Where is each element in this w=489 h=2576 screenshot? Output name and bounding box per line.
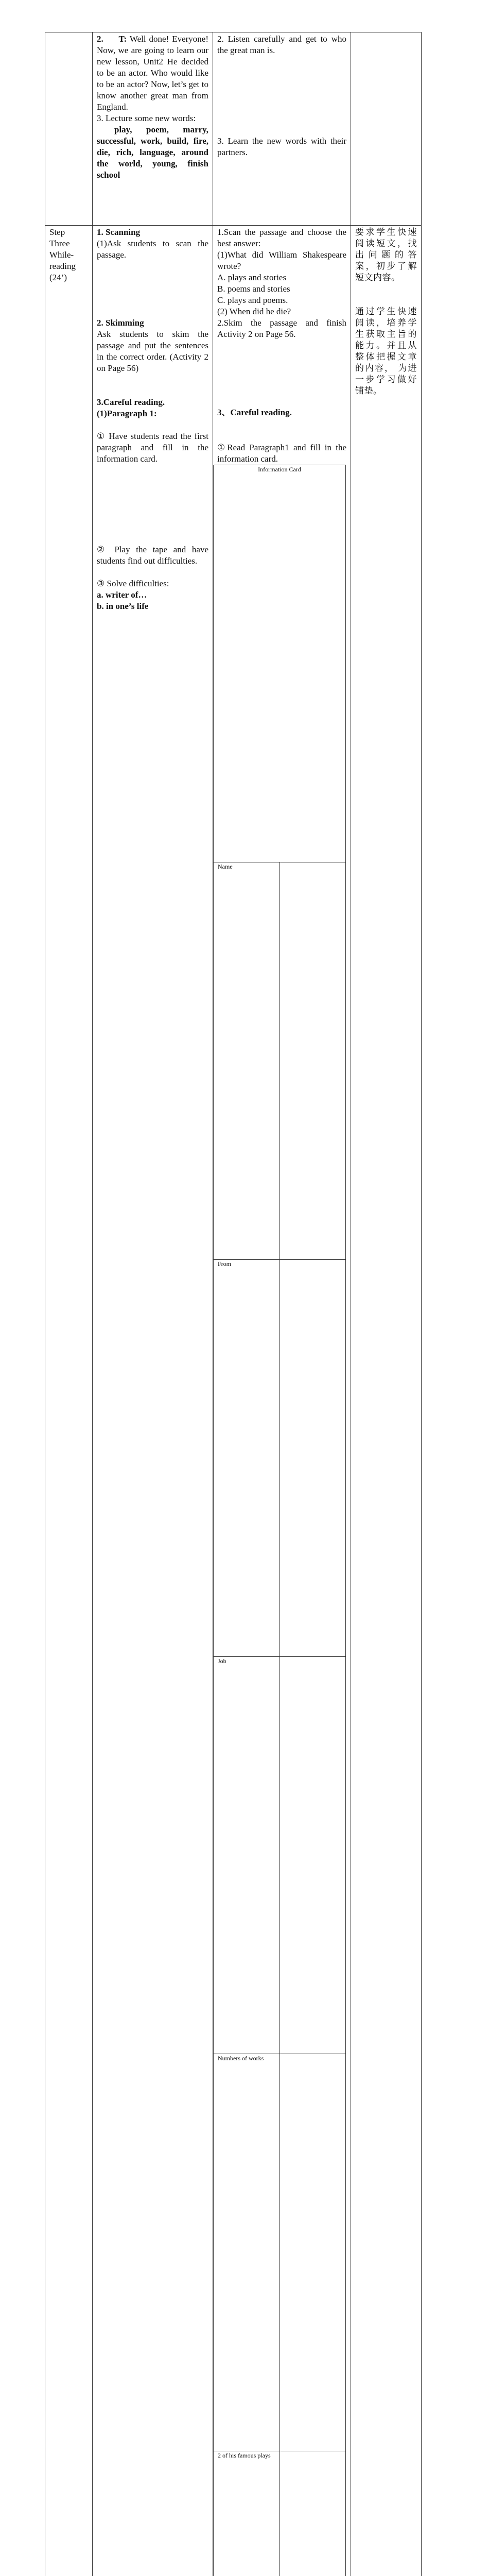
teacher-step-2: 2. T: Well done! Everyone! Now, we are going to learn our new lesson, Unit2 He decided to be an actor. Who would like to be an actor? Now, let’s get to know another great man from England. (97, 33, 208, 113)
student-activity-cell (213, 226, 351, 2576)
new-words-list: play, poem, marry, successful, work, build, fire, die, rich, language, around the world, young, finish school (97, 124, 208, 181)
careful-reading-title: 3、Careful reading. (217, 407, 346, 418)
difficulty-b: b. in one’s life (97, 601, 208, 612)
option-c: C. plays and poems. (217, 295, 346, 306)
question-2: (2) When did he die? (217, 306, 346, 317)
read-task: ①Read Paragraph1 and fill in the information card. (217, 442, 346, 465)
option-b: B. poems and stories (217, 283, 346, 295)
purpose-scanning: 要求学生快速阅读短文，找出问题的答案，初步了解短文内容。 (355, 227, 417, 283)
purpose-skimming: 通过学生快速阅读，培养学生获取主旨的能力。并且从整体把握文章的内容， 为进一步学习做好铺垫。 (355, 306, 417, 397)
card-label-works: Numbers of works (214, 2054, 280, 2451)
card-label-plays: 2 of his famous plays (214, 2451, 280, 2576)
scanning-text: (1)Ask students to scan the passage. (97, 238, 208, 261)
card-label-name: Name (214, 862, 280, 1260)
scan-task: 1.Scan the passage and choose the best answer: (217, 227, 346, 249)
card-value-cell (280, 1657, 346, 2054)
purpose-cell (351, 32, 422, 226)
teacher-activity-cell (93, 226, 213, 2576)
card-value-cell (280, 862, 346, 1260)
card-value-cell (280, 2451, 346, 2576)
teacher-step-3: 3. Lecture some new words: (97, 113, 208, 124)
card-value-cell (280, 1260, 346, 1657)
card-label-from: From (214, 1260, 280, 1657)
card-label-job: Job (214, 1657, 280, 2054)
careful-reading-title: 3.Careful reading. (97, 397, 208, 408)
student-step-2: 2. Listen carefully and get to who the great man is. (217, 33, 346, 56)
student-step-3: 3. Learn the new words with their partners. (217, 135, 346, 158)
scanning-title: 1. Scanning (97, 227, 208, 238)
skimming-text: Ask students to skim the passage and put the sentences in the correct order. (Activity 2 on Page 56) (97, 329, 208, 374)
teacher-task-1: ① Have students read the first paragraph and fill in the information card. (97, 431, 208, 465)
skimming-title: 2. Skimming (97, 317, 208, 329)
card-value-cell (280, 2054, 346, 2451)
information-card-title: Information Card (214, 465, 346, 862)
student-activity-cell (213, 32, 351, 226)
step-cell (45, 32, 93, 226)
question-1: (1)What did William Shakespeare wrote? (217, 249, 346, 272)
paragraph-title: (1)Paragraph 1: (97, 408, 208, 419)
teacher-task-3: ③ Solve difficulties: (97, 578, 208, 589)
skim-task: 2.Skim the passage and finish Activity 2 on Page 56. (217, 317, 346, 340)
information-card (213, 465, 346, 2576)
purpose-cell (351, 226, 422, 2576)
lesson-plan-page (45, 32, 421, 2576)
lesson-plan-table (45, 32, 422, 2576)
table-row (45, 32, 422, 226)
table-row (45, 226, 422, 2576)
option-a: A. plays and stories (217, 272, 346, 283)
step-cell: Step Three While-reading (24’) (45, 226, 93, 2576)
teacher-activity-cell (93, 32, 213, 226)
teacher-task-2: ② Play the tape and have students find out difficulties. (97, 544, 208, 567)
difficulty-a: a. writer of… (97, 589, 208, 601)
